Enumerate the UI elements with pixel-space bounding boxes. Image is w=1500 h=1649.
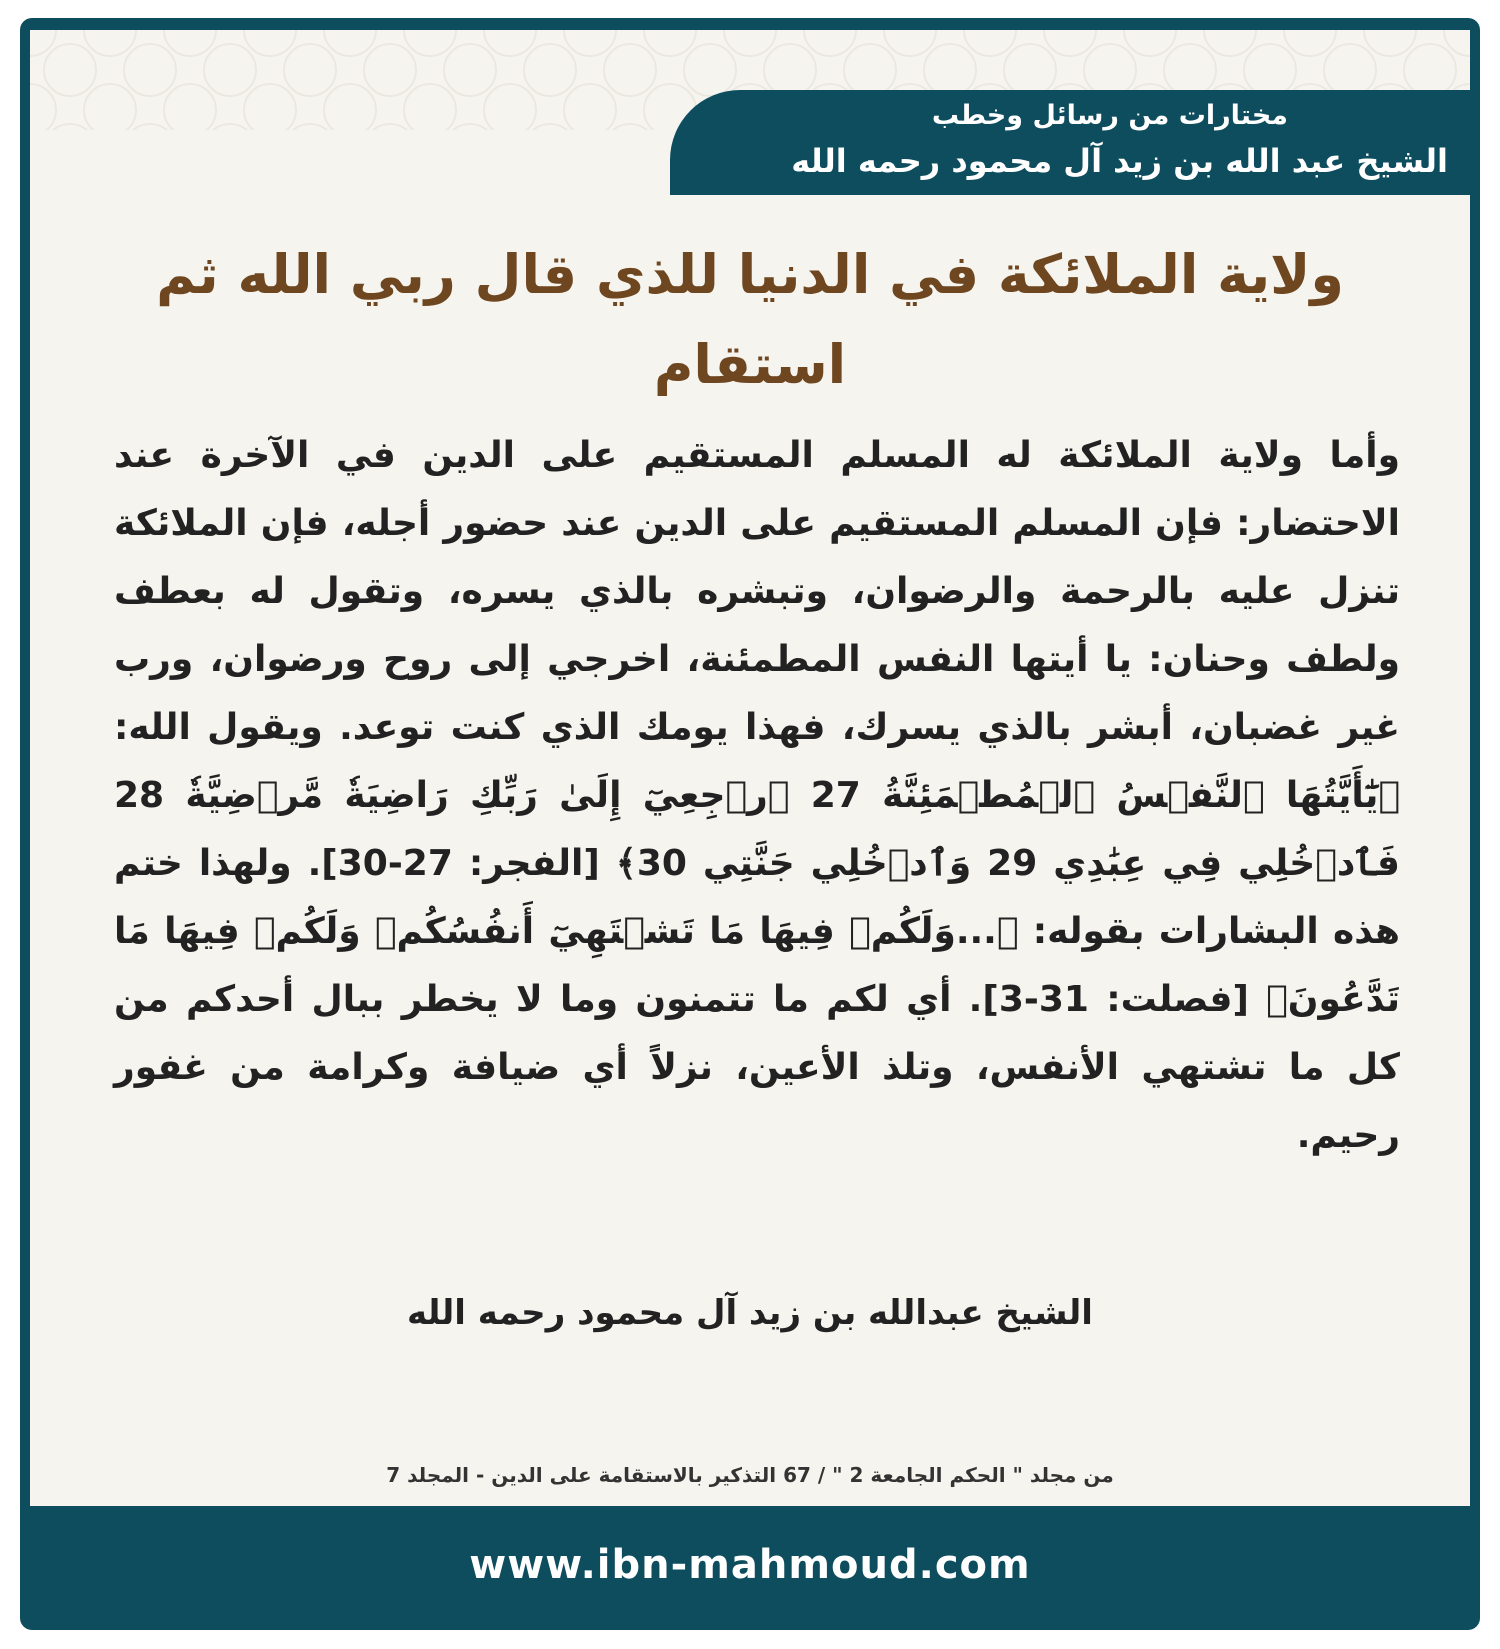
header-banner [670, 90, 1470, 195]
footer-bar [30, 1510, 1470, 1620]
article-title: ولاية الملائكة في الدنيا للذي قال ربي الله ثم استقام [156, 243, 1344, 396]
content-card [30, 30, 1470, 1506]
header-subtitle: مختارات من رسائل وخطب [931, 100, 1288, 131]
source-citation: من مجلد " الحكم الجامعة 2 " / 67 التذكير بالاستقامة على الدين - المجلد 7 [386, 1463, 1114, 1487]
header-author: الشيخ عبد الله بن زيد آل محمود رحمه الله [791, 142, 1448, 180]
article-body: وأما ولاية الملائكة له المسلم المستقيم على الدين في الآخرة عند الاحتضار: فإن المسلم المستقيم على الدين عند حضور أجله، فإن الملائكة تنزل عليه بالرحمة والرضوان، وتبشره بالذي يسره، وتقول له بعطف ولطف وحنان: يا أيتها النفس المطمئنة، اخرجي إلى روح ورضوان، ورب غير غضبان، أبشر بالذي يسرك، فهذا يومك الذي كنت توعد. ويقول الله: ﴿يَٰٓأَيَّتُهَا ٱلنَّفۡسُ ٱلۡمُطۡمَئِنَّةُ 27 ٱرۡجِعِيٓ إِلَىٰ رَبِّكِ رَاضِيَةٗ مَّرۡضِيَّةٗ 28 فَٱدۡخُلِي فِي عِبَٰدِي 29 وَٱدۡخُلِي جَنَّتِي 30﴾ [الفجر: 27-30]. ولهذا ختم هذه البشارات بقوله: ﴿...وَلَكُمۡ فِيهَا مَا تَشۡتَهِيٓ أَنفُسُكُمۡ وَلَكُمۡ فِيهَا مَا تَدَّعُونَ﴾ [فصلت: 31-3]. أي لكم ما تتمنون وما لا يخطر ببال أحدكم من كل ما تشتهي الأنفس، وتلذ الأعين، نزلاً أي ضيافة وكرامة من غفور رحيم. [114, 435, 1401, 1156]
author-signature: الشيخ عبدالله بن زيد آل محمود رحمه الله [407, 1293, 1093, 1333]
website-link[interactable]: www.ibn-mahmoud.com [469, 1542, 1031, 1588]
